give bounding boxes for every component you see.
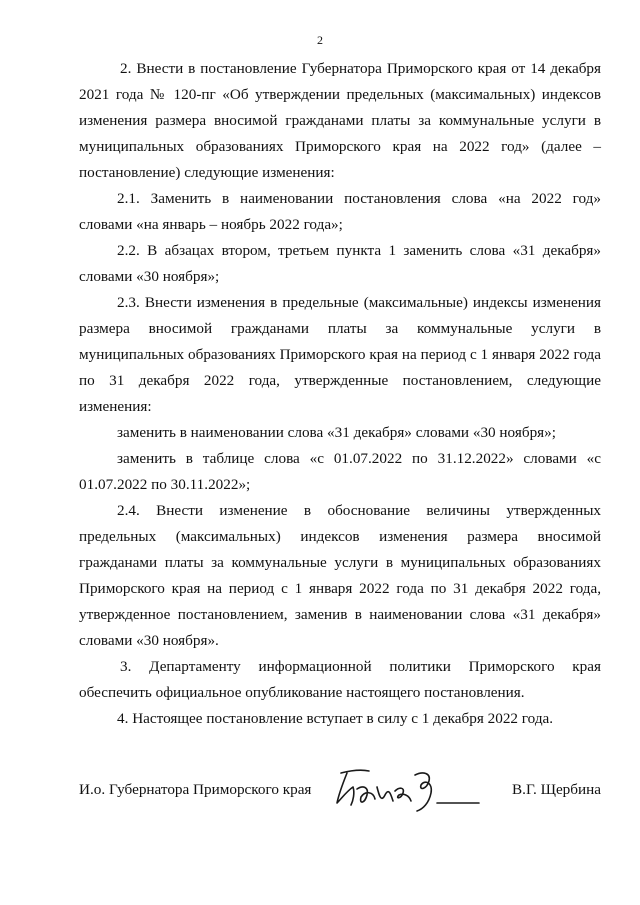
handwritten-signature-icon [319, 765, 489, 815]
paragraph-2-1: 2.1. Заменить в наименовании постановления слова «на 2022 год» словами «на январь – ноябрь 2022 года»; [79, 190, 601, 233]
paragraph-2-2: 2.2. В абзацах втором, третьем пункта 1 заменить слова «31 декабря» словами «30 ноября»; [79, 242, 601, 285]
signatory-title: И.о. Губернатора Приморского края [79, 781, 312, 798]
paragraph-2-4: 2.4. Внести изменение в обоснование величины утвержденных предельных (максимальных) индексов изменения размера вносимой гражданами платы за коммунальные услуги в муниципальных образованиях Приморского края на период с 1 января 2022 года по 31 декабря 2022 года, утвержденное постановлением, заменив в наименовании слова «31 декабря» словами «30 ноября». [79, 502, 601, 649]
signature-block [79, 765, 601, 815]
signatory-name: В.Г. Щербина [512, 781, 601, 798]
paragraph-2-3: 2.3. Внести изменения в предельные (максимальные) индексы изменения размера вносимой гражданами платы за коммунальные услуги в муниципальных образованиях Приморского края на период с 1 января 2022 года по 31 декабря 2022 года, утвержденные постановлением, следующие изменения: [79, 294, 601, 415]
paragraph-2-3-a: заменить в наименовании слова «31 декабря» словами «30 ноября»; [117, 424, 556, 441]
paragraph-2-3-b: заменить в таблице слова «с 01.07.2022 по 31.12.2022» словами «с 01.07.2022 по 30.11.2022»; [79, 450, 601, 493]
paragraph-2: 2. Внести в постановление Губернатора Приморского края от 14 декабря 2021 года № 120-пг «Об утверждении предельных (максимальных) индексов изменения размера вносимой гражданами платы за коммунальные услуги в муниципальных образованиях Приморского края на 2022 год» (далее – постановление) следующие изменения: [79, 60, 601, 181]
page-number: 2 [317, 33, 323, 47]
paragraph-4: 4. Настоящее постановление вступает в силу с 1 декабря 2022 года. [117, 710, 554, 727]
paragraph-3: 3. Департаменту информационной политики Приморского края обеспечить официальное опубликование настоящего постановления. [79, 658, 601, 701]
document-body [79, 56, 601, 732]
